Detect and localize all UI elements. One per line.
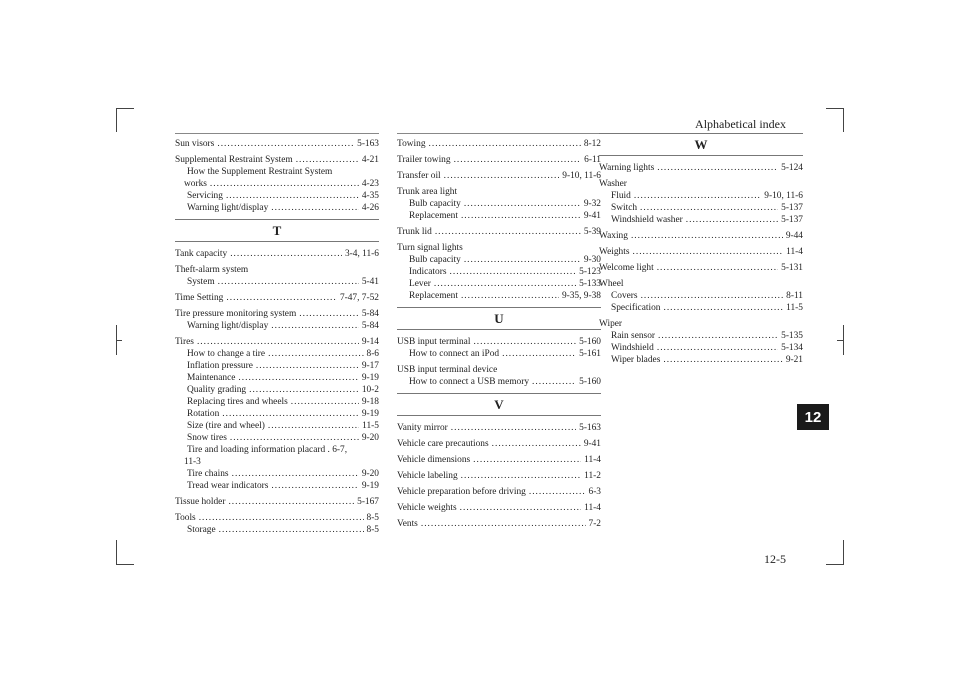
entry-term: Theft-alarm system [175,265,249,275]
entry-page[interactable]: 11-2 [584,471,601,481]
subentry-term: Storage [187,525,216,535]
entry-term: Trailer towing [397,155,451,165]
entry-term: Turn signal lights [397,243,463,253]
subentry-term: Maintenance [187,373,236,383]
entry-page[interactable]: 5-167 [357,497,379,507]
entry-page[interactable]: 8-6 [366,349,379,359]
entry-page[interactable]: 5-84 [361,321,379,331]
subentry-term: Windshield [611,343,654,353]
subentry-term: Replacing tires and wheels [187,397,288,407]
entry-page[interactable]: 6-11 [584,155,601,165]
section-heading-u: U [397,307,601,330]
entry-page[interactable]: 11-3 [184,457,201,467]
section-heading-v: V [397,393,601,416]
subentry-term: Warning light/display [187,203,269,213]
entry-page[interactable]: 5-133 [579,279,601,289]
entry-page[interactable]: 9-10, 11-6 [562,171,601,181]
entry-page[interactable]: 4-35 [361,191,379,201]
entry-term: Vehicle preparation before driving [397,487,526,497]
entry-term: Vents [397,519,418,529]
subentry-term: How to connect an iPod [409,349,500,359]
entry-term: Tank capacity [175,249,228,259]
entry-page[interactable]: 5-135 [781,331,803,341]
subentry-term: Switch [611,203,638,213]
subentry-term: Rain sensor [611,331,656,341]
entry-page[interactable]: 9-41 [583,211,601,221]
entry-page[interactable]: 5-137 [781,215,803,225]
subentry-term: Fluid [611,191,631,201]
entry-page[interactable]: 9-35, 9-38 [561,291,601,301]
entry-page[interactable]: 5-137 [781,203,803,213]
entry-page[interactable]: 5-160 [579,377,601,387]
entry-term: Welcome light [599,263,654,273]
entry-page[interactable]: 5-161 [579,349,601,359]
entry-page[interactable]: 9-14 [361,337,379,347]
entry-page[interactable]: 5-39 [583,227,601,237]
entry-term: USB input terminal [397,337,471,347]
entry-term: Washer [599,179,627,189]
entry-page[interactable]: 9-21 [785,355,803,365]
subentry-term: Replacement [409,291,458,301]
entry-page[interactable]: 8-12 [583,139,601,149]
entry-page[interactable]: 4-23 [361,179,379,189]
entry-page[interactable]: 8-5 [366,525,379,535]
entry-page[interactable]: 5-124 [781,163,803,173]
subentry-term: How to change a tire [187,349,266,359]
entry-page[interactable]: 6-3 [588,487,601,497]
index-entry [175,138,379,150]
subentry-term: Inflation pressure [187,361,253,371]
entry-term: Wheel [599,279,624,289]
entry-page[interactable]: 5-163 [357,139,379,149]
entry-page[interactable]: 8-11 [786,291,803,301]
entry-page[interactable]: 9-18 [361,397,379,407]
subentry-term: Lever [409,279,431,289]
entry-term: Weights [599,247,630,257]
page-header-title: Alphabetical index [695,117,786,131]
entry-term: Towing [397,139,426,149]
section-heading-w: W [599,133,803,156]
entry-page[interactable]: 9-10, 11-6 [764,191,803,201]
entry-page[interactable]: 10-2 [361,385,379,395]
entry-term: Waxing [599,231,628,241]
index-column-2 [397,133,601,534]
subentry-term: Quality grading [187,385,247,395]
entry-page[interactable]: 9-44 [785,231,803,241]
entry-page[interactable]: 5-134 [781,343,803,353]
entry-term: Vehicle dimensions [397,455,471,465]
entry-page[interactable]: 5-41 [361,277,379,287]
subentry-term: How to connect a USB memory [409,377,530,387]
entry-term: Warning lights [599,163,655,173]
entry-page[interactable]: 9-41 [583,439,601,449]
entry-term: Tools [175,513,196,523]
entry-page[interactable]: 8-5 [366,513,379,523]
entry-term: Vehicle care precautions [397,439,489,449]
entry-page[interactable]: 9-19 [361,373,379,383]
subentry-term: Snow tires [187,433,227,443]
entry-page[interactable]: 9-20 [361,469,379,479]
entry-term: Wiper [599,319,623,329]
entry-page[interactable]: 5-123 [579,267,601,277]
entry-page[interactable]: 5-160 [579,337,601,347]
subentry-term: Size (tire and wheel) [187,421,265,431]
entry-page[interactable]: 9-32 [583,199,601,209]
entry-term: Trunk lid [397,227,432,237]
subentry-term: Covers [611,291,638,301]
entry-term: Tires [175,337,194,347]
entry-page[interactable]: 4-21 [361,155,379,165]
subentry-term: System [187,277,215,287]
entry-term: Transfer oil [397,171,441,181]
subentry-term: Specification [611,303,661,313]
subentry-term: Servicing [187,191,223,201]
subentry-term: Replacement [409,211,458,221]
entry-term: Trunk area light [397,187,458,197]
entry-page[interactable]: 3-4, 11-6 [344,249,379,259]
entry-term: Vanity mirror [397,423,448,433]
subentry-term: Wiper blades [611,355,661,365]
subentry-term: Bulb capacity [409,199,461,209]
entry-page[interactable]: 5-84 [361,309,379,319]
index-column-3 [599,133,803,370]
index-entry [175,154,379,214]
section-heading-t: T [175,219,379,242]
entry-page[interactable]: 9-30 [583,255,601,265]
entry-page[interactable]: 7-47, 7-52 [339,293,379,303]
entry-page[interactable]: 11-4 [584,503,601,513]
entry-page[interactable]: 5-131 [781,263,803,273]
entry-term: Tissue holder [175,497,226,507]
page-number: 12-5 [764,552,786,566]
entry-term: Sun visors [175,139,215,149]
subentry-term: Bulb capacity [409,255,461,265]
entry-term: Vehicle weights [397,503,457,513]
subentry-term: Tread wear indicators [187,481,269,491]
entry-page[interactable]: 4-26 [361,203,379,213]
subentry-term: Tire chains [187,469,229,479]
entry-page[interactable]: 9-19 [361,409,379,419]
entry-term: Supplemental Restraint System [175,155,293,165]
entry-page[interactable]: 9-19 [361,481,379,491]
entry-page[interactable]: 5-163 [579,423,601,433]
entry-page[interactable]: 9-17 [361,361,379,371]
subentry-term: Windshield washer [611,215,683,225]
chapter-tab: 12 [797,404,829,430]
entry-page[interactable]: 11-4 [786,247,803,257]
entry-page[interactable]: 11-5 [786,303,803,313]
entry-term: Vehicle labeling [397,471,458,481]
subentry-term: Indicators [409,267,447,277]
entry-page[interactable]: 11-5 [362,421,379,431]
index-column-1 [175,133,379,540]
entry-term: Tire pressure monitoring system [175,309,297,319]
entry-term: USB input terminal device [397,365,498,375]
subentry-wrapped: How the Supplement Restraint System [187,167,333,177]
subentry-term: works [184,179,207,189]
subentry-term: Rotation [187,409,220,419]
subentry-wrapped: Tire and loading information placard . 6-7, [187,445,348,455]
entry-term: Time Setting [175,293,224,303]
entry-page[interactable]: 7-2 [588,519,601,529]
entry-page[interactable]: 11-4 [584,455,601,465]
subentry-term: Warning light/display [187,321,269,331]
entry-page[interactable]: 9-20 [361,433,379,443]
